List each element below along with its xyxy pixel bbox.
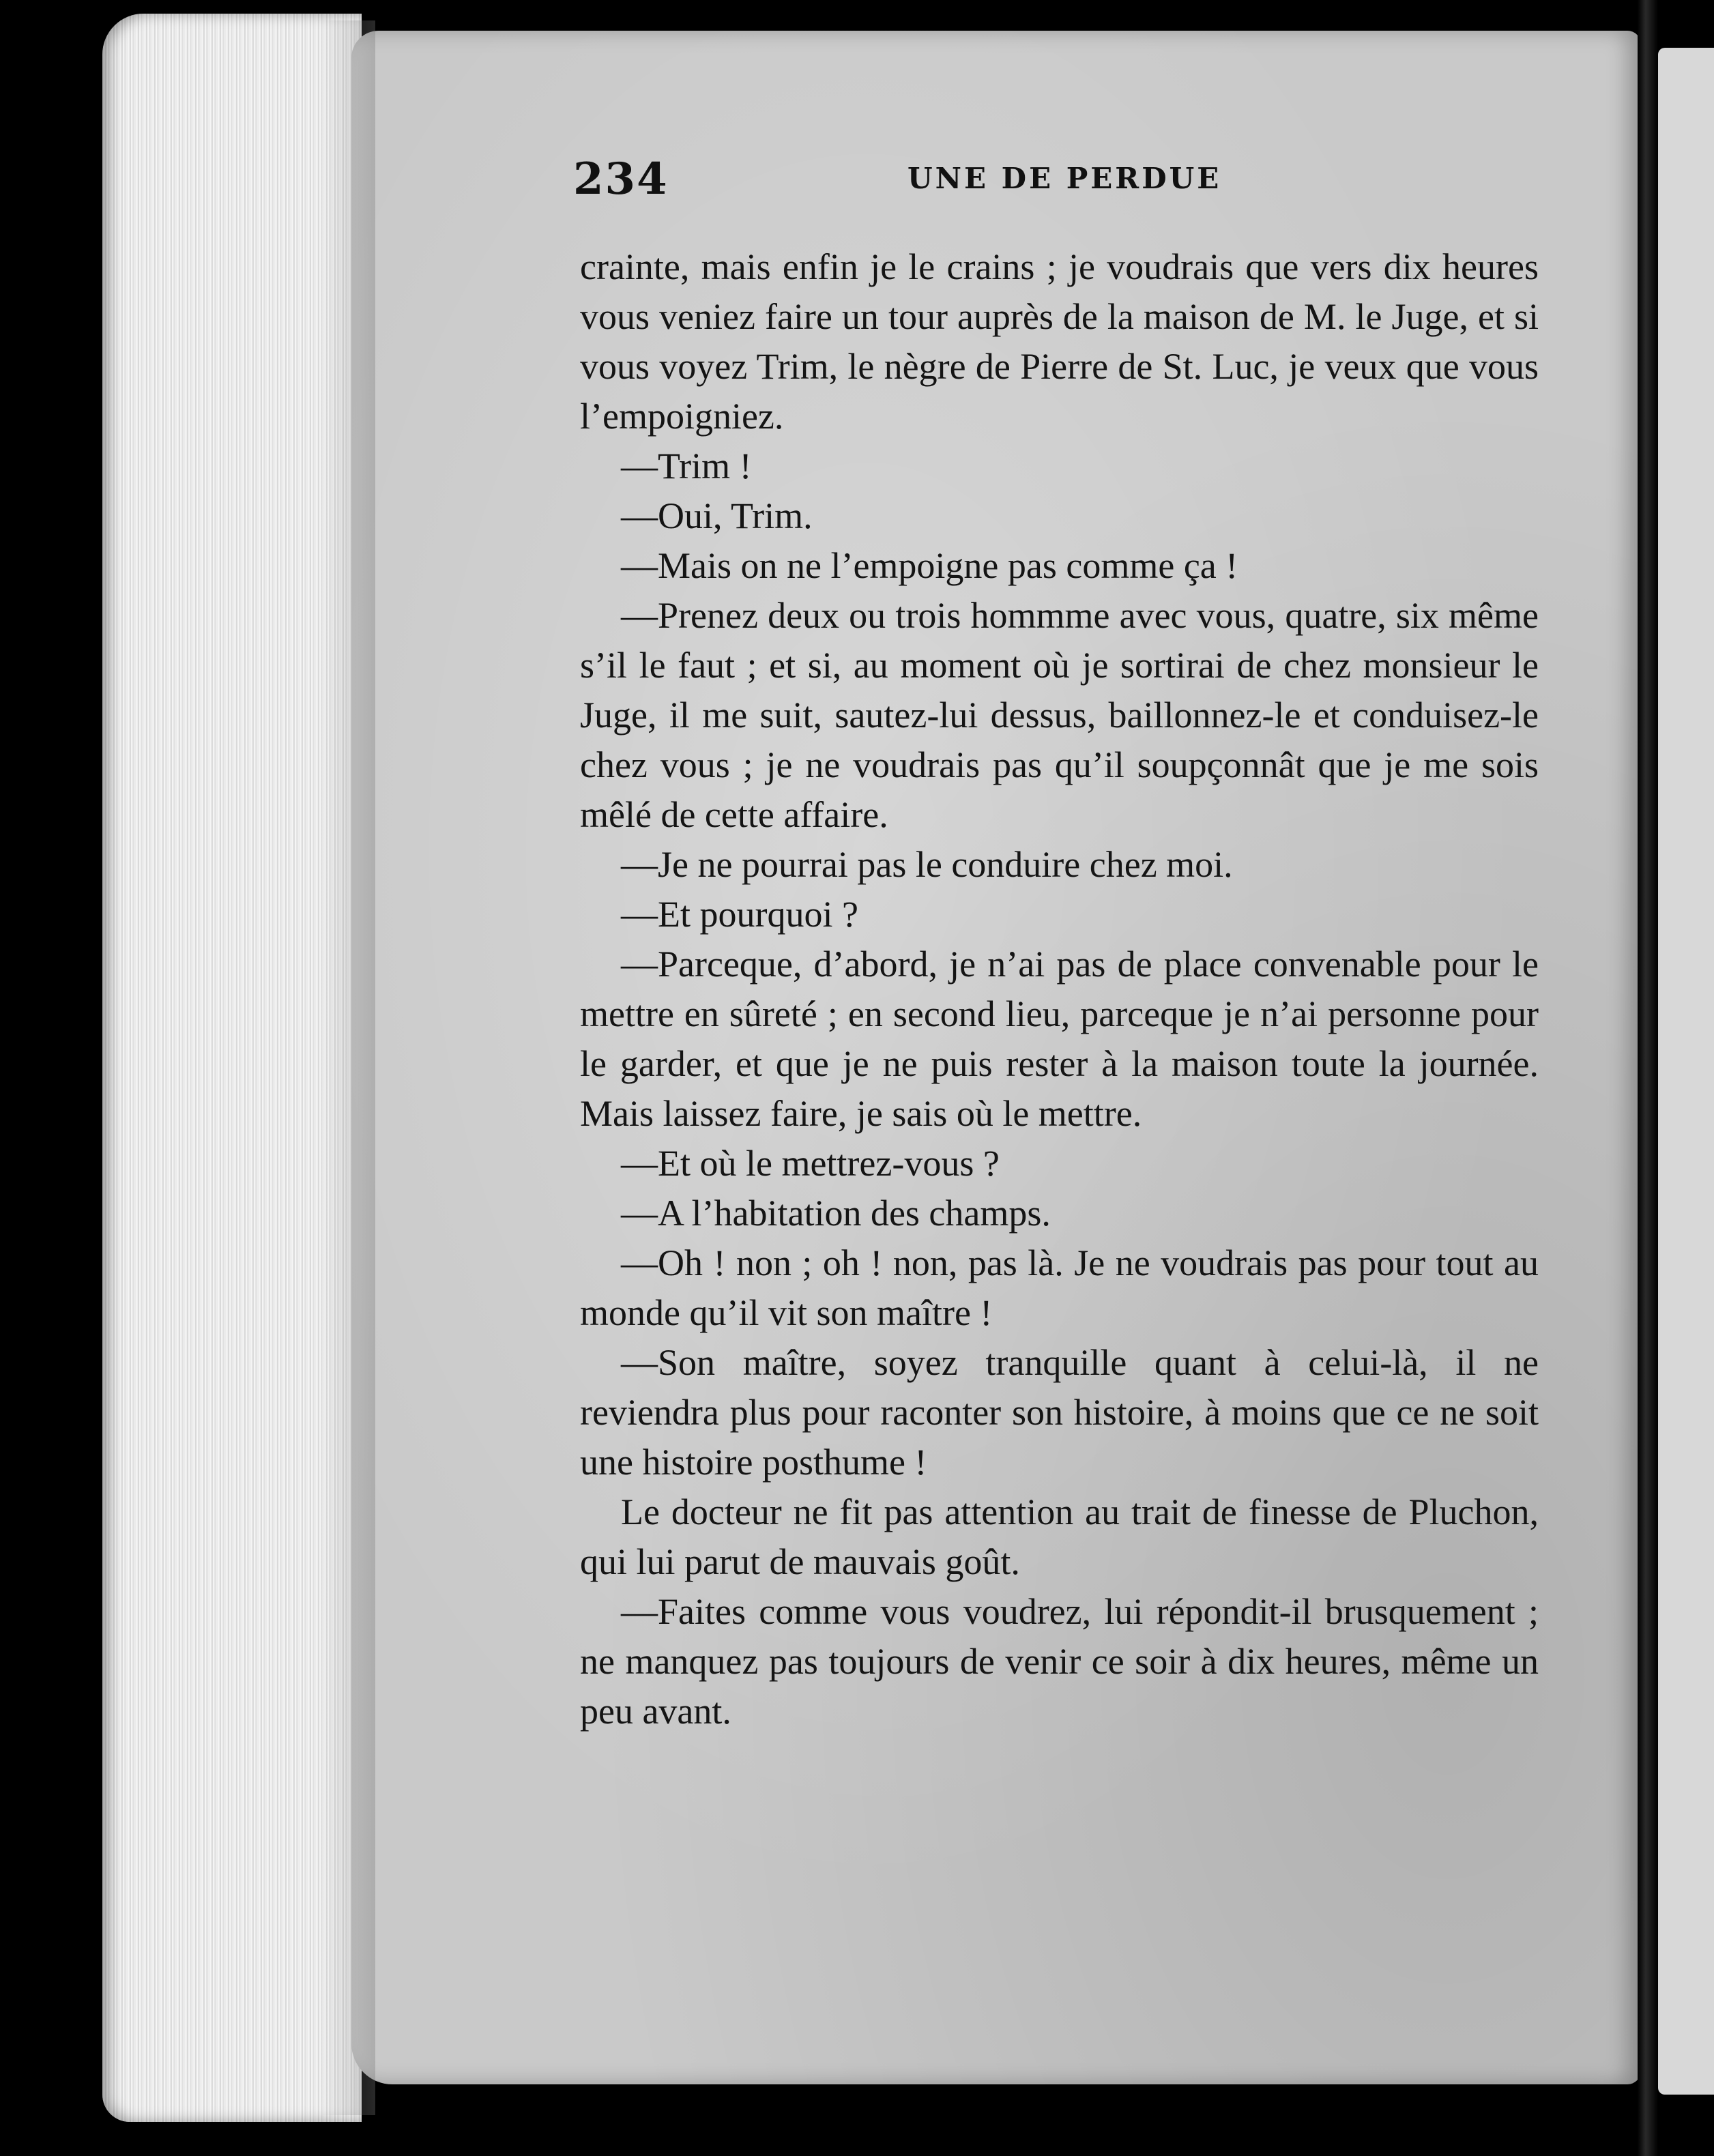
paragraph: —Parceque, d’abord, je n’ai pas de place convenable pour le mettre en sûreté ; en second lieu, parceque je n’ai personne pour le garder, et que je ne puis rester à la maison toute la journée. Mais laissez faire, je sais où le mettre. xyxy=(580,944,1539,1134)
paragraph: —Mais on ne l’empoigne pas comme ça ! xyxy=(621,545,1238,586)
right-gutter xyxy=(1638,0,1658,2156)
paragraph: —Trim ! xyxy=(621,446,752,486)
paragraph: —Faites comme vous voudrez, lui répondit-il brusquement ; ne manquez pas toujours de venir ce soir à dix heures, même un peu avant. xyxy=(580,1591,1539,1732)
paragraph: —Oh ! non ; oh ! non, pas là. Je ne voudrais pas pour tout au monde qu’il vit son maître ! xyxy=(580,1242,1539,1333)
paragraph: —Et pourquoi ? xyxy=(621,894,858,935)
body-text xyxy=(580,242,1539,1736)
page-header xyxy=(573,154,1515,215)
gutter-shadow xyxy=(321,20,375,2115)
paragraph: Le docteur ne fit pas attention au trait de finesse de Pluchon, qui lui parut de mauvais goût. xyxy=(580,1491,1539,1582)
paragraph: —Prenez deux ou trois hommme avec vous, quatre, six même s’il le faut ; et si, au moment où je sortirai de chez monsieur le Juge, il me suit, sautez-lui dessus, baillonnez-le et conduisez-le chez vous ; je ne voudrais pas qu’il soupçonnât que je me sois mêlé de cette affaire. xyxy=(580,595,1539,835)
page-number: 234 xyxy=(573,154,669,205)
paragraph: —Je ne pourrai pas le conduire chez moi. xyxy=(621,844,1233,885)
paragraph: —Son maître, soyez tranquille quant à celui-là, il ne reviendra plus pour raconter son histoire, à moins que ce ne soit une histoire posthume ! xyxy=(580,1342,1539,1483)
paragraph: crainte, mais enfin je le crains ; je voudrais que vers dix heures vous veniez faire un tour auprès de la maison de M. le Juge, et si vous voyez Trim, le nègre de Pierre de St. Luc, je veux que vous l’empoigniez. xyxy=(580,246,1539,437)
running-title: UNE DE PERDUE xyxy=(907,162,1222,195)
paragraph: —Et où le mettrez-vous ? xyxy=(621,1143,1000,1184)
next-page-sliver xyxy=(1658,48,1714,2095)
paragraph: —A l’habitation des champs. xyxy=(621,1193,1051,1234)
paragraph: —Oui, Trim. xyxy=(621,495,813,536)
